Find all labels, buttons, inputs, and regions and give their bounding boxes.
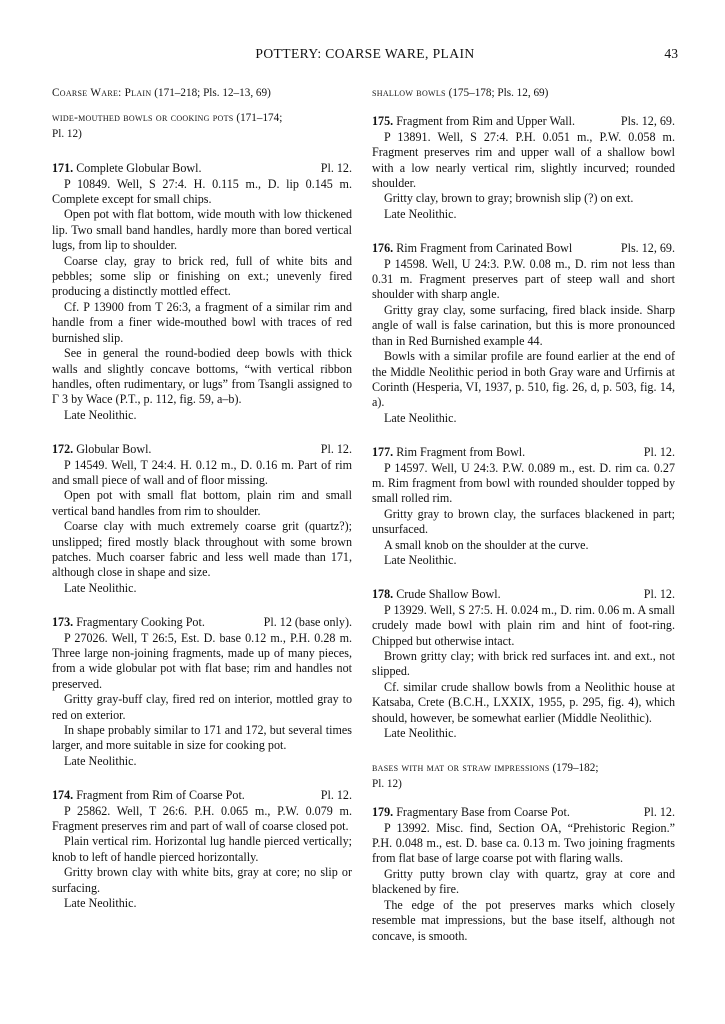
entry-paragraph: Gritty clay, brown to gray; brownish slip (?) on ext. — [384, 191, 634, 206]
subsection-heading — [52, 111, 352, 142]
entry-title-text: Fragment from Rim of Coarse Pot. — [76, 788, 245, 803]
entry-heading — [372, 241, 572, 256]
entry-paragraph: Gritty gray clay, some surfacing, fired black inside. Sharp angle of wall is false carination, but this is more pronounced than in Red Burnished example 44. — [372, 302, 675, 348]
entry-list — [372, 805, 675, 944]
entry-title — [372, 587, 675, 602]
subsection-heading-label: shallow bowls — [372, 87, 446, 99]
entry-paragraph: Late Neolithic. — [64, 896, 137, 911]
entry-number: 176. — [372, 241, 394, 256]
entry-plate-ref: Pl. 12. — [320, 442, 352, 457]
entry-title — [52, 615, 352, 630]
entry-number: 171. — [52, 161, 74, 176]
subsection-heading-range: (179–182; — [552, 762, 599, 775]
entry-paragraph: Late Neolithic. — [64, 753, 137, 768]
entry-title — [372, 445, 675, 460]
entry-plate-ref: Pls. 12, 69. — [620, 114, 675, 129]
entry-paragraph: Late Neolithic. — [384, 552, 457, 567]
entry-heading — [372, 805, 570, 820]
section-heading-label: Coarse Ware: Plain — [52, 87, 152, 99]
entry-plate-ref: Pl. 12. — [643, 445, 675, 460]
entry-heading — [372, 445, 525, 460]
catalogue-entry — [372, 445, 675, 568]
entry-plate-ref: Pls. 12, 69. — [620, 241, 675, 256]
entry-inventory: P 13992. Misc. find, Section OA, “Prehistoric Region.” P.H. 0.048 m., est. D. base ca. 0.13 m. Two joining fragments from flat base of large coarse pot with flaring walls. — [372, 820, 675, 866]
entry-paragraph: Late Neolithic. — [384, 726, 457, 741]
subsection-heading-range-cont: Pl. 12) — [52, 127, 82, 140]
entry-heading — [52, 788, 245, 803]
entry-plate-ref: Pl. 12. — [643, 805, 675, 820]
entry-paragraph: Gritty brown clay with white bits, gray at core; no slip or surfacing. — [52, 865, 352, 895]
entry-paragraph: Open pot with small flat bottom, plain rim and small vertical band handles from rim to shoulder. — [52, 488, 352, 518]
entry-number: 172. — [52, 442, 74, 457]
section-heading-range: (171–218; Pls. 12–13, 69) — [154, 87, 271, 99]
entry-paragraph: Bowls with a similar profile are found earlier at the end of the Middle Neolithic period in both Gray ware and Urfirnis at Corinth (Hesperia, VI, 1937, p. 510, fig. 26, d, p. 503, fig. 14, a). — [372, 349, 675, 410]
entry-heading — [52, 615, 205, 630]
entry-inventory: P 10849. Well, S 27:4. H. 0.115 m., D. lip 0.145 m. Complete except for small chips. — [52, 176, 352, 207]
entry-paragraph: Late Neolithic. — [64, 407, 137, 422]
entry-heading — [52, 161, 202, 176]
catalogue-entry — [52, 161, 352, 423]
entry-title-text: Fragment from Rim and Upper Wall. — [396, 114, 576, 129]
entry-paragraph: In shape probably similar to 171 and 172, but several times larger, and more suitable in size for cooking pot. — [52, 723, 352, 753]
entry-plate-ref: Pl. 12. — [643, 587, 675, 602]
entry-inventory: P 14597. Well, U 24:3. P.W. 0.089 m., est. D. rim ca. 0.27 m. Rim fragment from bowl with rounded shoulder topped by small rolled rim. — [372, 460, 675, 506]
entry-number: 175. — [372, 114, 394, 129]
subsection-heading-range: (171–174; — [236, 112, 283, 125]
entry-title — [52, 161, 352, 176]
entry-title-text: Rim Fragment from Carinated Bowl — [396, 241, 573, 256]
entry-title — [52, 442, 352, 457]
entry-heading — [372, 587, 501, 602]
catalogue-entry — [372, 241, 675, 426]
entry-number: 178. — [372, 587, 394, 602]
subsection-heading-label: bases with mat or straw impressions — [372, 762, 550, 775]
entry-paragraph: Gritty gray-buff clay, fired red on interior, mottled gray to red on exterior. — [52, 692, 352, 722]
page-number: 43 — [664, 46, 678, 61]
entry-title-text: Globular Bowl. — [76, 442, 152, 457]
catalogue-entry — [372, 114, 675, 222]
entry-title-text: Fragmentary Cooking Pot. — [76, 615, 205, 630]
catalogue-entry — [372, 587, 675, 741]
entry-inventory: P 14549. Well, T 24:4. H. 0.12 m., D. 0.16 m. Part of rim and small piece of wall and of floor missing. — [52, 457, 352, 487]
entry-heading — [372, 114, 575, 129]
entry-list — [372, 114, 675, 741]
entry-number: 173. — [52, 615, 74, 630]
entry-paragraph: A small knob on the shoulder at the curve. — [384, 537, 589, 552]
entry-paragraph: Brown gritty clay; with brick red surfaces int. and ext., not slipped. — [372, 649, 675, 679]
entry-paragraph: The edge of the pot preserves marks which closely resemble mat impressions, but the base itself, although not concave, is smooth. — [372, 897, 675, 943]
entry-paragraph: Plain vertical rim. Horizontal lug handle pierced vertically; knob to left of handle pierced horizontally. — [52, 834, 352, 864]
subsection-heading — [372, 86, 675, 101]
entry-inventory: P 25862. Well, T 26:6. P.H. 0.065 m., P.W. 0.079 m. Fragment preserves rim and part of wall of coarse closed pot. — [52, 803, 352, 834]
entry-number: 177. — [372, 445, 394, 460]
entry-paragraph: Coarse clay, gray to brick red, full of white bits and pebbles; some slip or finishing on ext.; unevenly fired producing a distinctly mottled effect. — [52, 253, 352, 299]
entry-paragraph: Open pot with flat bottom, wide mouth with low thickened lip. Two small band handles, hardly more than bored vertical lugs, from lip to shoulder. — [52, 207, 352, 253]
entry-title-text: Rim Fragment from Bowl. — [396, 445, 526, 460]
entry-paragraph: Gritty putty brown clay with quartz, gray at core and blackened by fire. — [372, 866, 675, 897]
catalogue-entry — [372, 805, 675, 944]
catalogue-entry — [52, 788, 352, 911]
subsection-heading-range: (175–178; Pls. 12, 69) — [448, 87, 549, 99]
entry-paragraph: See in general the round-bodied deep bowls with thick walls and slightly concave bottoms, “with vertical ribbon handles, often rudimentary, or lugs” from Tsangli assigned to Γ 3 by Wace (P.T., p. 112, fig. 59, a–b). — [52, 346, 352, 407]
right-column — [372, 86, 675, 944]
entry-paragraph: Coarse clay with much extremely coarse grit (quartz?); unslipped; fired mostly black throughout with some brown patches. Much coarser fabric and less well made than 171, although close in shape and size. — [52, 519, 352, 580]
entry-title — [52, 788, 352, 803]
entry-plate-ref: Pl. 12. — [320, 788, 352, 803]
entry-title-text: Fragmentary Base from Coarse Pot. — [396, 805, 570, 820]
entry-plate-ref: Pl. 12 (base only). — [263, 615, 352, 630]
entry-title — [372, 114, 675, 129]
left-column — [52, 86, 352, 912]
section-heading — [52, 86, 352, 101]
catalogue-entry — [52, 442, 352, 596]
entry-plate-ref: Pl. 12. — [320, 161, 352, 176]
running-head — [52, 46, 678, 64]
subsection-heading-label: wide-mouthed bowls or cooking pots — [52, 112, 234, 125]
entry-number: 174. — [52, 788, 74, 803]
entry-list — [52, 161, 352, 911]
entry-title-text: Complete Globular Bowl. — [76, 161, 202, 176]
entry-inventory: P 14598. Well, U 24:3. P.W. 0.08 m., D. rim not less than 0.31 m. Fragment preserves part of steep wall and short shoulder with sharp angle. — [372, 256, 675, 302]
entry-paragraph: Cf. similar crude shallow bowls from a Neolithic house at Katsaba, Crete (B.C.H., LXXIX, 1955, p. 295, fig. 4), which should, however, be somewhat earlier (Middle Neolithic). — [372, 679, 675, 725]
entry-inventory: P 13929. Well, S 27:5. H. 0.024 m., D. rim. 0.06 m. A small crudely made bowl with plain rim and hint of foot-ring. Chipped but otherwise intact. — [372, 602, 675, 648]
catalogue-entry — [52, 615, 352, 769]
entry-inventory: P 13891. Well, S 27:4. P.H. 0.051 m., P.W. 0.058 m. Fragment preserves rim and upper wall of a shallow bowl with a low nearly vertical rim, slightly incurved; rounded shoulder. — [372, 129, 675, 191]
entry-paragraph: Late Neolithic. — [384, 206, 457, 221]
entry-number: 179. — [372, 805, 394, 820]
entry-paragraph: Late Neolithic. — [384, 410, 457, 425]
entry-paragraph: Late Neolithic. — [64, 580, 137, 595]
subsection-heading-range-cont: Pl. 12) — [372, 777, 402, 790]
entry-paragraph: Gritty gray to brown clay, the surfaces blackened in part; unsurfaced. — [372, 506, 675, 537]
entry-inventory: P 27026. Well, T 26:5, Est. D. base 0.12 m., P.H. 0.28 m. Three large non-joining fragments, made up of many pieces, from a wide globular pot with flat base; rim and handles not preserved. — [52, 630, 352, 691]
entry-title-text: Crude Shallow Bowl. — [396, 587, 501, 602]
entry-title — [372, 241, 675, 256]
entry-title — [372, 805, 675, 820]
subsection-heading-bases — [372, 761, 675, 792]
entry-paragraph: Cf. P 13900 from T 26:3, a fragment of a similar rim and handle from a finer wide-mouthed bowl with traces of red burnished slip. — [52, 299, 352, 345]
entry-heading — [52, 442, 151, 457]
running-title: POTTERY: COARSE WARE, PLAIN — [255, 46, 475, 61]
